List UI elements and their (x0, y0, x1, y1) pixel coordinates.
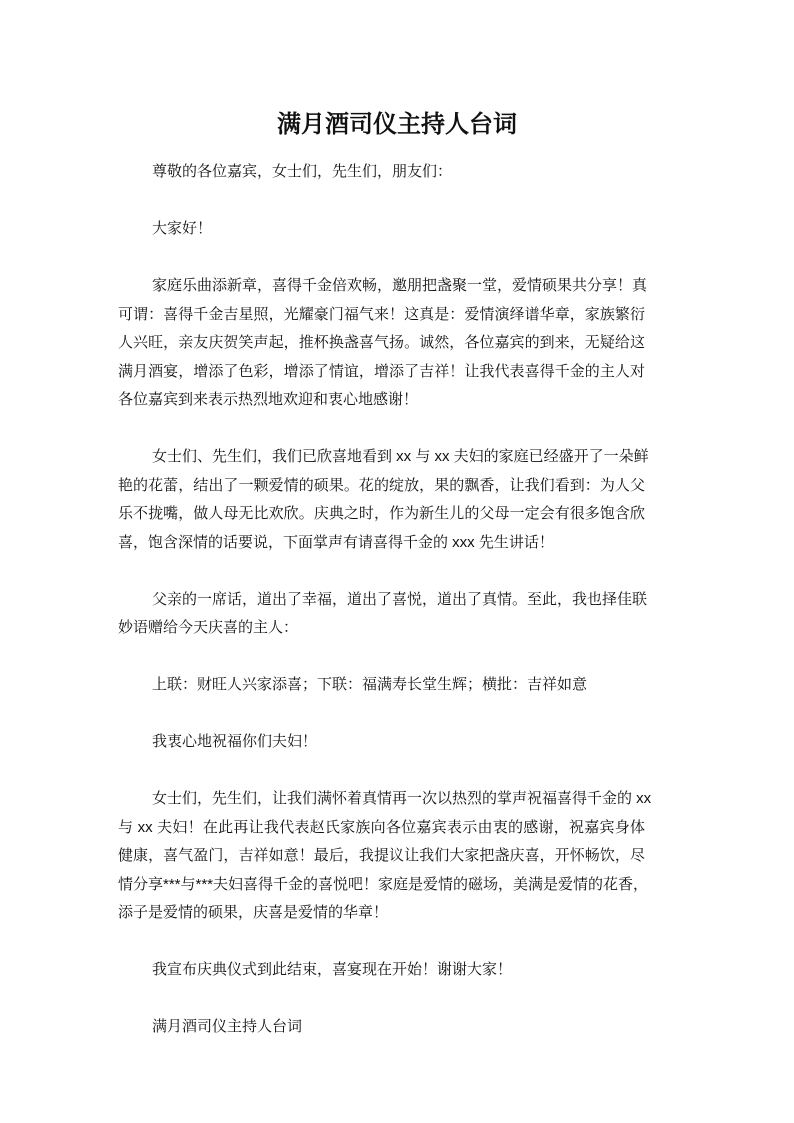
paragraph-line: 喜，饱含深情的话要说，下面掌声有请喜得千金的 xxx 先生讲话！ (118, 533, 554, 551)
paragraph (118, 158, 645, 187)
paragraph-line: 我宣布庆典仪式到此结束，喜宴现在开始！谢谢大家！ (152, 961, 513, 978)
paragraph-line: 添子是爱情的硕果，庆喜是爱情的华章！ (118, 904, 389, 921)
paragraph-line: 大家好！ (152, 220, 213, 237)
paragraph-line: 女士们，先生们，让我们满怀着真情再一次以热烈的掌声祝福喜得千金的 xx (152, 790, 652, 807)
paragraph-line: 艳的花蕾，结出了一颗爱情的硕果。花的绽放，果的飘香，让我们看到：为人父 (118, 476, 645, 494)
paragraph-line: 家庭乐曲添新章，喜得千金倍欢畅，邀朋把盏聚一堂，爱情硕果共分享！真 (152, 277, 648, 294)
paragraph-line: 情分享***与***夫妇喜得千金的喜悦吧！家庭是爱情的磁场，美满是爱情的花香， (118, 875, 649, 893)
paragraph-line: 满月酒司仪主持人台词 (152, 1018, 303, 1035)
paragraph-line: 与 xx 夫妇！在此再让我代表赵氏家族向各位嘉宾表示由衷的感谢，祝嘉宾身体 (118, 818, 645, 836)
document-body (118, 158, 652, 1070)
paragraph (118, 272, 648, 415)
document-title: 满月酒司仪主持人台词 (277, 111, 517, 138)
paragraph-line: 可谓：喜得千金吉星照，光耀豪门福气来！这真是：爱情演绎谱华章，家族繁衍 (118, 305, 645, 323)
paragraph-line: 我衷心地祝福你们夫妇！ (152, 733, 318, 750)
paragraph-line: 妙语赠给今天庆喜的主人： (118, 619, 299, 636)
paragraph-line: 尊敬的各位嘉宾，女士们，先生们，朋友们： (152, 163, 453, 180)
paragraph-line: 各位嘉宾到来表示热烈地欢迎和衷心地感谢！ (118, 391, 419, 408)
paragraph (118, 1013, 645, 1042)
paragraph (118, 671, 645, 700)
paragraph (118, 586, 648, 643)
paragraph-line: 健康，喜气盈门，吉祥如意！最后，我提议让我们大家把盏庆喜，开怀畅饮，尽 (118, 847, 645, 864)
paragraph (118, 956, 645, 985)
paragraph (118, 215, 645, 244)
paragraph-line: 人兴旺，亲友庆贺笑声起，推杯换盏喜气扬。诚然，各位嘉宾的到来，无疑给这 (118, 334, 645, 351)
paragraph-line: 女士们、先生们，我们已欣喜地看到 xx 与 xx 夫妇的家庭已经盛开了一朵鲜 (152, 448, 649, 465)
paragraph (118, 443, 649, 557)
paragraph-line: 上联：财旺人兴家添喜；下联：福满寿长堂生辉；横批：吉祥如意 (152, 676, 588, 693)
paragraph (118, 785, 652, 928)
paragraph-line: 父亲的一席话，道出了幸福，道出了喜悦，道出了真情。至此，我也择佳联 (152, 590, 648, 608)
paragraph-line: 满月酒宴，增添了色彩，增添了情谊，增添了吉祥！让我代表喜得千金的主人对 (118, 362, 645, 380)
paragraph-line: 乐不拢嘴，做人母无比欢欣。庆典之时，作为新生儿的父母一定会有很多饱含欣 (118, 505, 645, 522)
paragraph (118, 728, 645, 757)
